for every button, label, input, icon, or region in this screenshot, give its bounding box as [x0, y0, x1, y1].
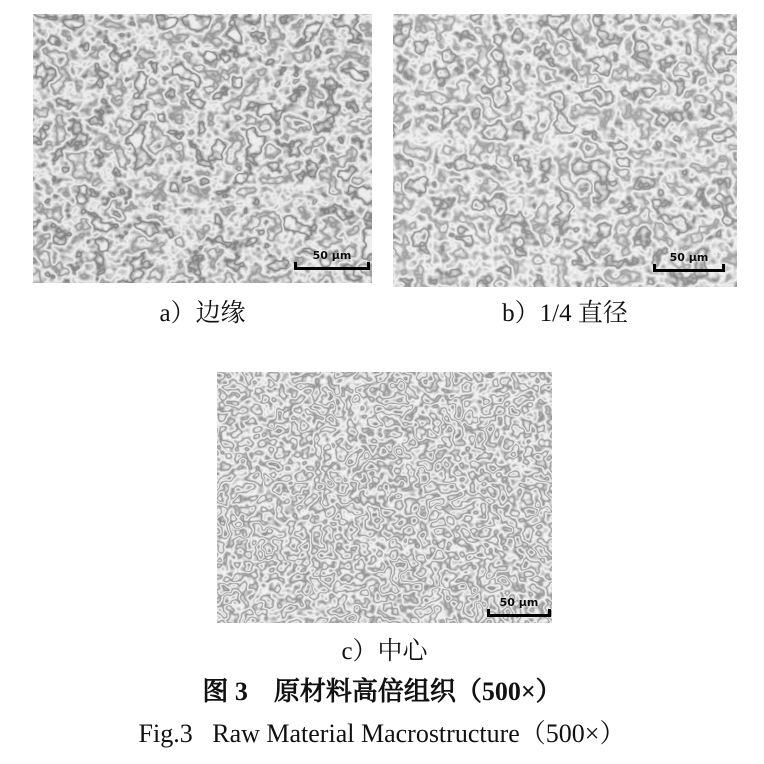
micrograph-image-quarter-diameter: [393, 14, 737, 287]
scale-bar: [653, 252, 725, 272]
scale-bar-line: [294, 262, 370, 270]
scale-bar-line: [487, 609, 551, 617]
scale-bar-label: 50 µm: [499, 596, 539, 609]
scale-bar-label: 50 µm: [669, 251, 709, 264]
scale-bar: [294, 250, 370, 270]
scale-bar-label: 50 µm: [312, 249, 352, 262]
micrograph-panel-b: [393, 14, 737, 287]
panel-label-edge: a）边缘: [159, 300, 246, 327]
scale-bar: [487, 597, 551, 617]
scale-bar-line: [653, 264, 725, 272]
micrograph-panel-c: [217, 372, 552, 623]
micrograph-image-center: [217, 372, 552, 623]
figure-caption-chinese: 图 3 原材料高倍组织（500×）: [202, 677, 562, 706]
micrograph-image-edge: [33, 14, 372, 283]
micrograph-panel-a: [33, 14, 372, 283]
figure-caption-english: Fig.3 Raw Material Macrostructure（500×）: [138, 719, 626, 748]
panel-label-center: c）中心: [341, 638, 428, 665]
panel-label-quarter-diameter: b）1/4 直径: [502, 300, 628, 327]
